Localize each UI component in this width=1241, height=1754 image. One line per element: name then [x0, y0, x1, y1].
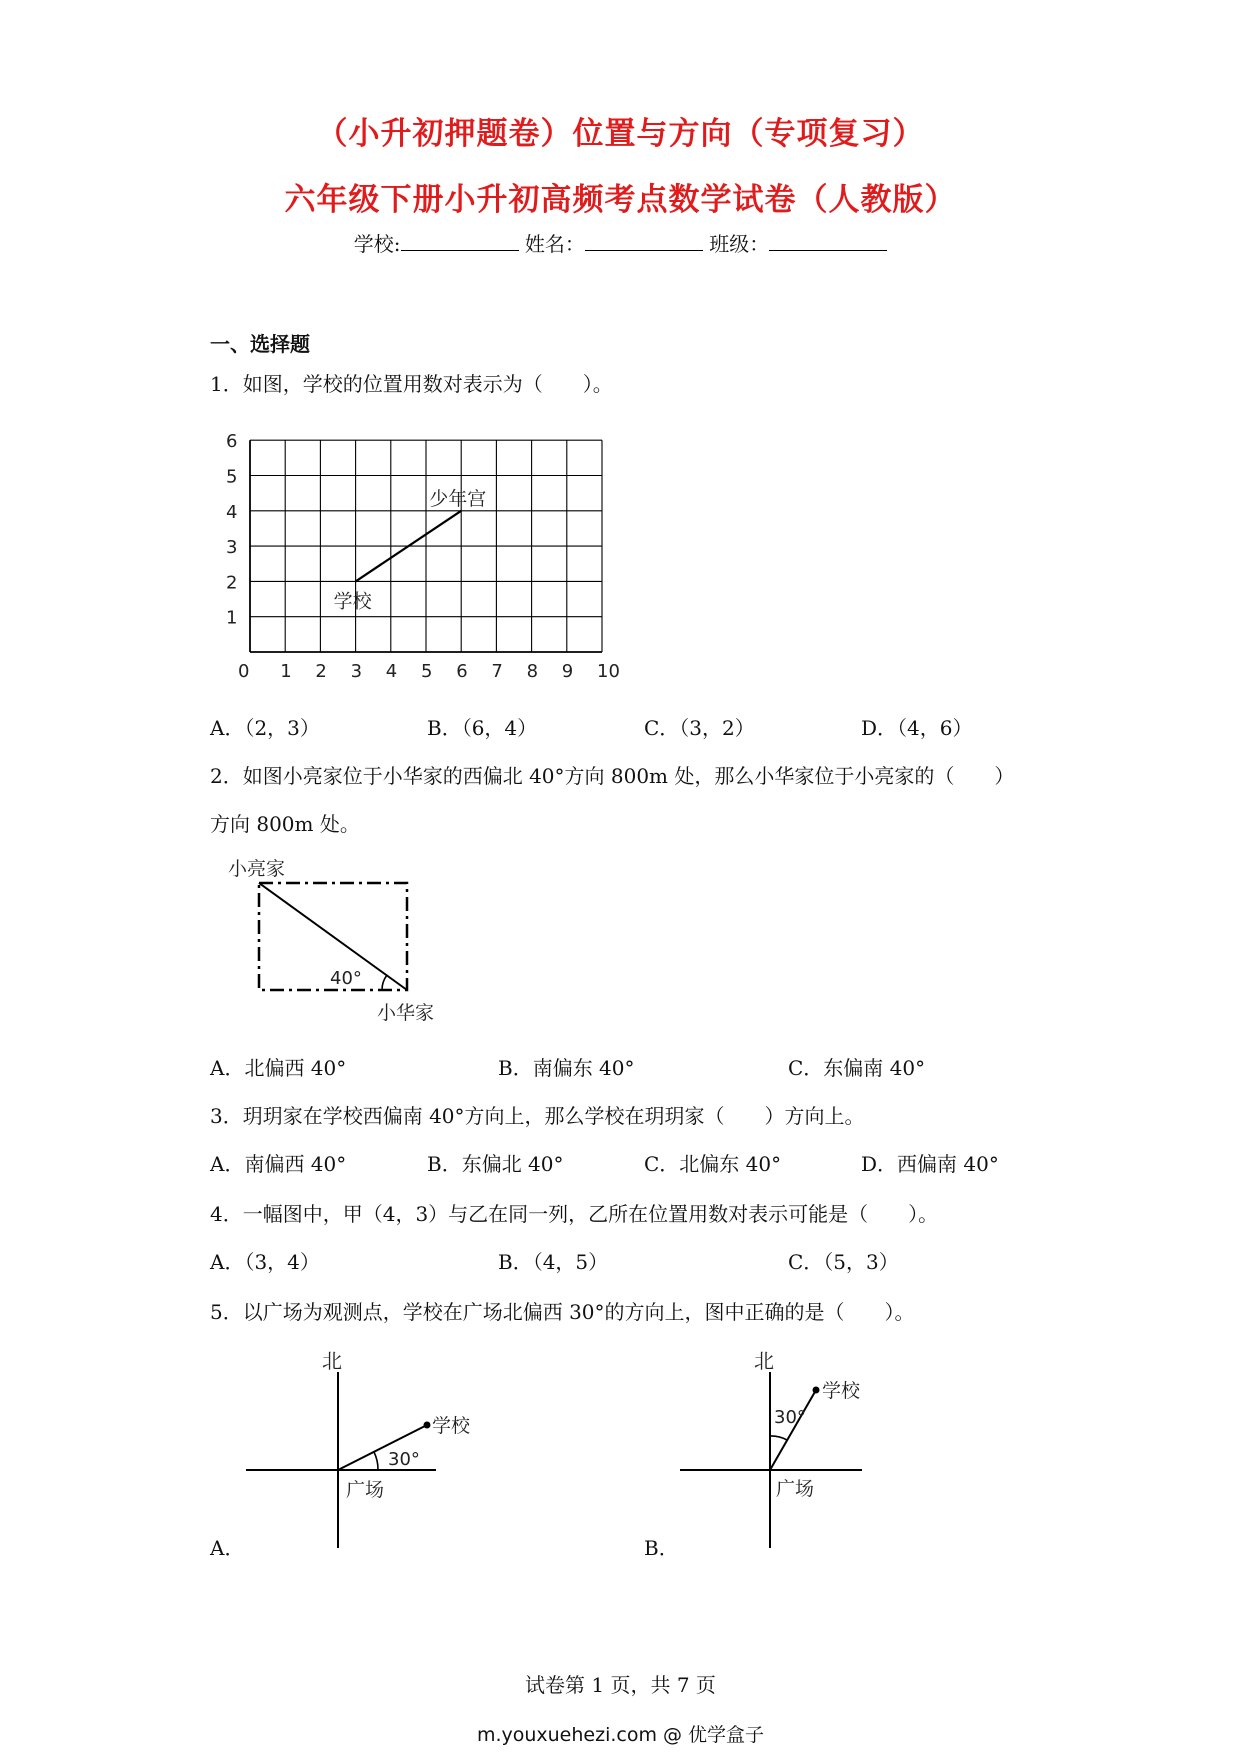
q5b-angle-label: 30°	[774, 1407, 806, 1428]
section-title: 一、选择题	[210, 332, 310, 356]
q4-option-c[interactable]: C．（5，3）	[788, 1250, 899, 1274]
q5a-north-label: 北	[322, 1349, 342, 1373]
q1-school-label: 学校	[333, 590, 372, 613]
q5b-direction-line	[770, 1390, 816, 1470]
q3-option-a[interactable]: A．南偏西 40°	[210, 1152, 347, 1176]
q1-palace-label: 少年宫	[429, 487, 487, 510]
page-footer: 试卷第 1 页，共 7 页	[525, 1673, 716, 1697]
q1-x-tick: 1	[280, 661, 292, 682]
q1-x-tick: 5	[421, 661, 433, 682]
q2-label-xiaoliang: 小亮家	[228, 858, 286, 880]
q1-grid-figure	[222, 420, 622, 682]
q2-text-line-1: 2．如图小亮家位于小华家的西偏北 40°方向 800m 处，那么小华家位于小亮家的（ ）	[210, 764, 1015, 788]
q3-option-b[interactable]: B．东偏北 40°	[427, 1152, 564, 1176]
q4-text: 4．一幅图中，甲（4，3）与乙在同一列，乙所在位置用数对表示可能是（ ）。	[210, 1202, 939, 1226]
q5b-school-label: 学校	[822, 1380, 861, 1402]
q2-option-b[interactable]: B．南偏东 40°	[498, 1056, 635, 1080]
name-label: 姓名：	[524, 232, 585, 256]
q2-text-line-2: 方向 800m 处。	[210, 812, 360, 836]
q3-option-d[interactable]: D．西偏南 40°	[861, 1152, 999, 1176]
q1-option-b[interactable]: B．（6，4）	[427, 716, 538, 740]
school-blank[interactable]	[401, 232, 519, 251]
q1-y-tick: 5	[226, 466, 238, 488]
q1-option-d[interactable]: D．（4，6）	[861, 716, 973, 740]
class-label: 班级：	[709, 232, 770, 256]
q3-text: 3．玥玥家在学校西偏南 40°方向上，那么学校在玥玥家（ ）方向上。	[210, 1104, 865, 1128]
q5-option-a[interactable]: A．	[210, 1536, 245, 1560]
q1-x-tick: 8	[526, 661, 539, 682]
q1-grid-lines	[250, 440, 602, 652]
q5a-school-point	[424, 1422, 431, 1429]
q1-y-tick-labels	[226, 431, 237, 629]
q1-x-tick: 0	[238, 661, 250, 682]
q1-y-tick: 2	[226, 572, 238, 594]
name-blank[interactable]	[585, 232, 703, 251]
q5a-school-label: 学校	[432, 1415, 471, 1437]
q4-option-a[interactable]: A．（3，4）	[210, 1250, 320, 1274]
q1-x-tick: 4	[385, 661, 398, 682]
q5a-angle-label: 30°	[388, 1449, 420, 1470]
class-blank[interactable]	[769, 232, 887, 251]
watermark: m.youxuehezi.com @ 优学盒子	[476, 1724, 765, 1746]
q5-text: 5．以广场为观测点，学校在广场北偏西 30°的方向上，图中正确的是（ ）。	[210, 1300, 915, 1324]
q2-option-a[interactable]: A．北偏西 40°	[210, 1056, 347, 1080]
q2-direction-figure	[222, 848, 462, 1028]
q1-x-tick: 6	[456, 661, 468, 682]
q1-y-tick: 3	[226, 537, 238, 559]
q1-text: 1．如图，学校的位置用数对表示为（ ）。	[210, 372, 613, 396]
q1-option-c[interactable]: C．（3，2）	[644, 716, 755, 740]
q2-option-c[interactable]: C．东偏南 40°	[788, 1056, 926, 1080]
q1-x-tick-labels	[238, 661, 620, 682]
q1-x-tick: 9	[561, 661, 574, 682]
q2-label-xiaohua: 小华家	[377, 1002, 435, 1024]
q5b-school-point	[813, 1387, 820, 1394]
q5-figure-b	[670, 1340, 910, 1550]
q2-angle-arc	[382, 975, 387, 990]
q5b-angle-arc	[770, 1436, 787, 1440]
q5b-square-label: 广场	[776, 1478, 815, 1500]
q3-option-c[interactable]: C．北偏东 40°	[644, 1152, 782, 1176]
student-info-line	[0, 228, 1241, 257]
title-line-1: （小升初押题卷）位置与方向（专项复习）	[316, 116, 925, 152]
q5-figure-a	[240, 1340, 500, 1550]
q4-option-b[interactable]: B．（4，5）	[498, 1250, 609, 1274]
title-line-2: 六年级下册小升初高频考点数学试卷（人教版）	[284, 182, 957, 218]
q1-x-tick: 2	[315, 661, 327, 682]
q1-y-tick: 1	[226, 607, 238, 629]
q1-y-tick: 6	[226, 431, 238, 453]
q1-x-tick: 10	[597, 661, 620, 682]
q5b-north-label: 北	[754, 1349, 774, 1373]
q5-option-b[interactable]: B．	[644, 1536, 679, 1560]
q1-option-a[interactable]: A．（2，3）	[210, 716, 320, 740]
school-label: 学校:	[353, 232, 401, 256]
q1-x-tick: 7	[491, 661, 503, 682]
q2-angle-label: 40°	[330, 968, 362, 989]
q5a-angle-arc	[374, 1452, 378, 1470]
q1-y-tick: 4	[226, 501, 238, 523]
q5a-square-label: 广场	[346, 1479, 385, 1501]
q1-x-tick: 3	[350, 661, 363, 682]
